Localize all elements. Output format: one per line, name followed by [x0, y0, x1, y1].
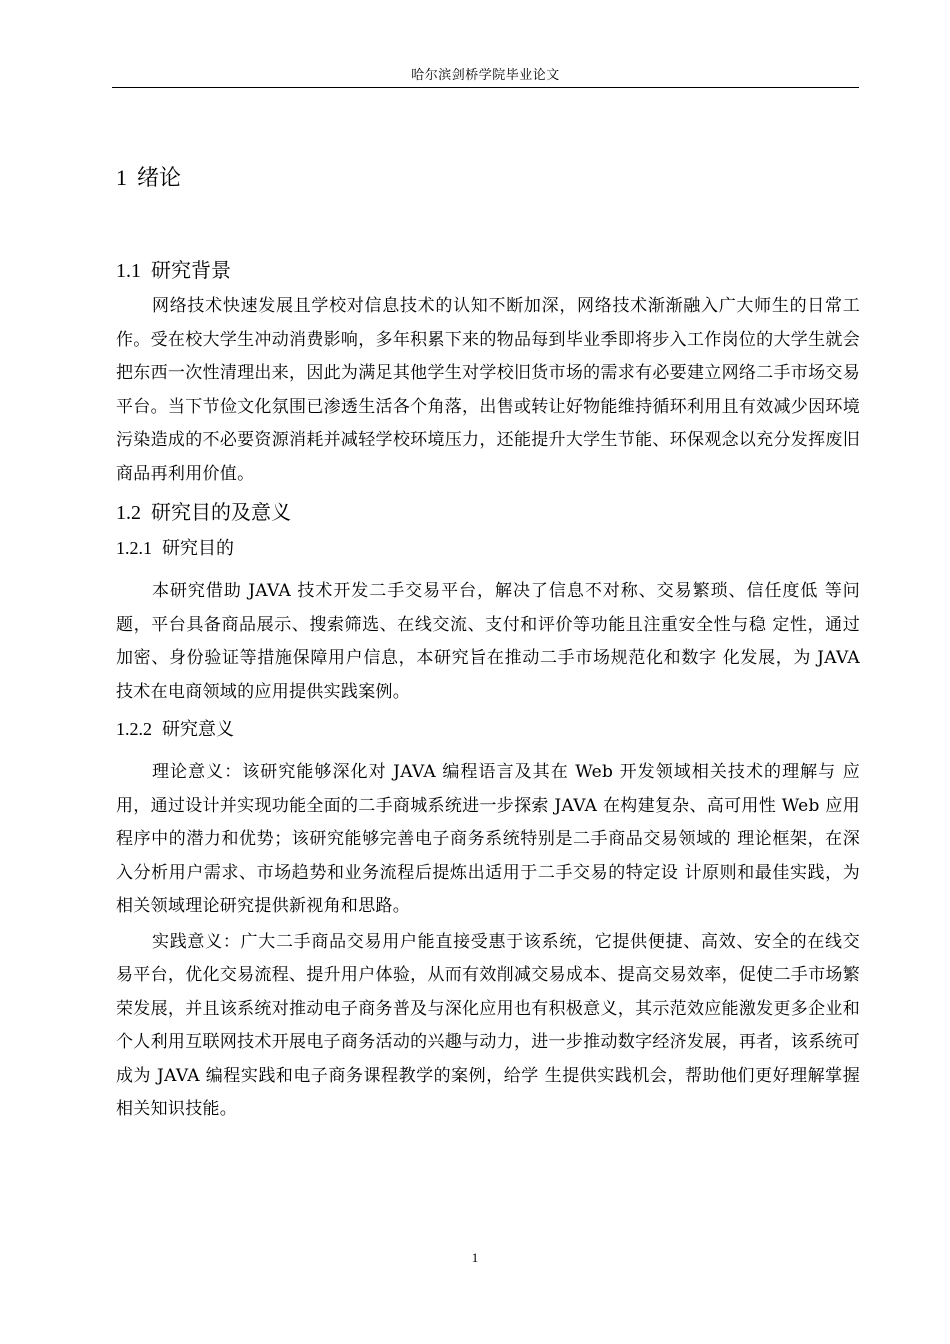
- paragraph-background: 网络技术快速发展且学校对信息技术的认知不断加深，网络技术渐渐融入广大师生的日常工作。受在校大学生冲动消费影响，多年积累下来的物品每到毕业季即将步入工作岗位的大学生就会把东西一次性清理出来，因此为满足其他学生对学校旧货市场的需求有必要建立网络二手市场交易平台。当下节俭文化氛围已渗透生活各个角落，出售或转让好物能维持循环利用且有效减少因环境污染造成的不必要资源消耗并减轻学校环境压力，还能提升大学生节能、环保观念以充分发挥废旧商品再利用价值。: [116, 296, 860, 484]
- section-number: 1.1: [116, 260, 141, 282]
- subsection-number: 1.2.1: [116, 538, 152, 558]
- section-number: 1.2: [116, 502, 141, 524]
- paragraph-purpose: 本研究借助 JAVA 技术开发二手交易平台，解决了信息不对称、交易繁琐、信任度低 等问题，平台具备商品展示、搜索筛选、在线交流、支付和评价等功能且注重安全性与稳 定性，通过加密、身份验证等措施保障用户信息，本研究旨在推动二手市场规范化和数字 化发展，为 JAVA 技术在电商领域的应用提供实践案例。: [116, 581, 860, 702]
- chapter-title: 绪论: [137, 166, 182, 191]
- header-rule: [112, 87, 859, 88]
- chapter-number: 1: [116, 165, 127, 190]
- section-title: 研究背景: [151, 258, 231, 282]
- section-title: 研究目的及意义: [151, 500, 291, 524]
- subsection-heading-1-2-1: [116, 532, 860, 565]
- section-heading-1-2: [116, 495, 860, 530]
- subsection-title: 研究目的: [162, 538, 234, 559]
- paragraph-theoretical-significance: 理论意义：该研究能够深化对 JAVA 编程语言及其在 Web 开发领域相关技术的理解与 应用，通过设计并实现功能全面的二手商城系统进一步探索 JAVA 在构建复杂、高可用性 Web 应用程序中的潜力和优势；该研究能够完善电子商务系统特别是二手商品交易领域的 理论框架，在深入分析用户需求、市场趋势和业务流程后提炼出适用于二手交易的特定设 计原则和最佳实践，为相关领域理论研究提供新视角和思路。: [116, 762, 860, 916]
- running-header: 哈尔滨剑桥学院毕业论文: [411, 68, 560, 83]
- chapter-heading: [116, 160, 860, 197]
- page-body: [116, 160, 860, 1129]
- subsection-number: 1.2.2: [116, 719, 152, 739]
- subsection-title: 研究意义: [162, 719, 234, 740]
- paragraph-practical-significance: 实践意义：广大二手商品交易用户能直接受惠于该系统，它提供便捷、高效、安全的在线交易平台，优化交易流程、提升用户体验，从而有效削减交易成本、提高交易效率，促使二手市场繁荣发展，并且该系统对推动电子商务普及与深化应用也有积极意义，其示范效应能激发更多企业和个人利用互联网技术开展电子商务活动的兴趣与动力，进一步推动数字经济发展，再者，该系统可成为 JAVA 编程实践和电子商务课程教学的案例，给学 生提供实践机会，帮助他们更好理解掌握相关知识技能。: [116, 931, 860, 1119]
- subsection-heading-1-2-2: [116, 713, 860, 746]
- section-heading-1-1: [116, 253, 860, 288]
- page-number: 1: [471, 1250, 479, 1265]
